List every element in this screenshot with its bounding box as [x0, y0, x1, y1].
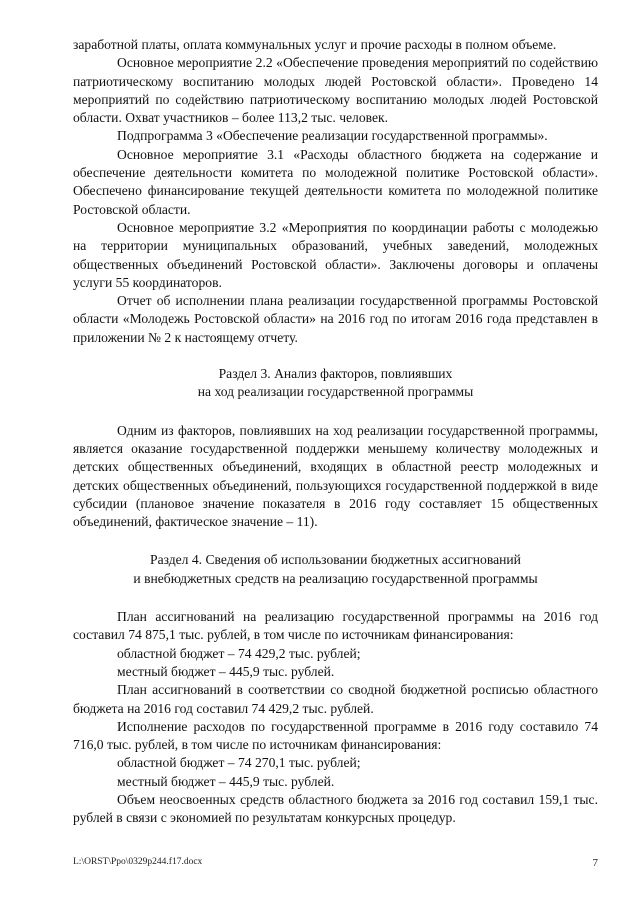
- section-3-heading-line-1: Раздел 3. Анализ факторов, повлиявших: [218, 366, 453, 382]
- spacer: [73, 531, 598, 551]
- paragraph-activity-2-2: Основное мероприятие 2.2 «Обеспечение проведения мероприятий по содействию патриотическому воспитанию молодых людей Ростовской области». Проведено 14 мероприятий по содействию патриотическому воспитанию молодых людей Ростовской области. Охват участников – более 113,2 тыс. человек.: [73, 55, 598, 126]
- paragraph-regional-budget-plan: областной бюджет – 74 429,2 тыс. рублей;: [117, 645, 361, 661]
- paragraph-activity-3-1: Основное мероприятие 3.1 «Расходы областного бюджета на содержание и обеспечение деятельности комитета по молодежной политике Ростовской области». Обеспечено финансирование текущей деятельности комитета по молодежной политике Ростовской области.: [73, 146, 598, 217]
- spacer: [73, 402, 598, 422]
- paragraph-unspent-funds: Объем неосвоенных средств областного бюджета за 2016 год составил 159,1 тыс. рублей в связи с экономией по результатам конкурсных процедур.: [73, 791, 598, 826]
- paragraph-salary-expenses: заработной платы, оплата коммунальных услуг и прочие расходы в полном объеме.: [73, 37, 557, 52]
- paragraph-activity-3-2: Основное мероприятие 3.2 «Мероприятия по координации работы с молодежью на территории муниципальных образований, учебных заведений, молодежных общественных объединений Ростовской области». Заключены договоры и оплачены услуги 55 координаторов.: [73, 219, 598, 290]
- section-4-heading-line-1: Раздел 4. Сведения об использовании бюджетных ассигнований: [150, 552, 521, 568]
- paragraph-factors-analysis: Одним из факторов, повлиявших на ход реализации государственной программы, является оказание государственной поддержки меньшему количеству молодежных и детских общественных объединений, входящих в областной реестр молодежных и детских общественных объединений, пользующихся государственной поддержкой в виде субсидии (плановое значение показателя в 2016 году составляет 15 общественных объединений, фактическое значение – 11).: [73, 422, 598, 530]
- paragraph-execution: Исполнение расходов по государственной программе в 2016 году составило 74 716,0 тыс. рублей, в том числе по источникам финансирования:: [73, 718, 598, 753]
- page-number: 7: [592, 857, 598, 869]
- paragraph-consolidated-budget: План ассигнований в соответствии со сводной бюджетной росписью областного бюджета на 2016 год составил 74 429,2 тыс. рублей.: [73, 682, 598, 716]
- footer-file-path: L:\ORST\Ppo\0329p244.f17.docx: [73, 857, 203, 867]
- document-page: [73, 36, 598, 828]
- section-3-heading-line-2: на ход реализации государственной программы: [197, 384, 474, 400]
- section-4-heading-line-2: и внебюджетных средств на реализацию государственной программы: [133, 570, 538, 586]
- paragraph-report-reference: Отчет об исполнении плана реализации государственной программы Ростовской области «Молодежь Ростовской области» на 2016 год по итогам 2016 года представлен в приложении № 2 к настоящему отчету.: [73, 293, 598, 345]
- paragraph-local-budget-execution: местный бюджет – 445,9 тыс. рублей.: [117, 773, 335, 789]
- spacer: [73, 347, 598, 365]
- paragraph-regional-budget-execution: областной бюджет – 74 270,1 тыс. рублей;: [117, 755, 361, 771]
- paragraph-local-budget-plan: местный бюджет – 445,9 тыс. рублей.: [117, 663, 335, 679]
- spacer: [73, 588, 598, 608]
- paragraph-allocation-plan: План ассигнований на реализацию государственной программы на 2016 год составил 74 875,1 тыс. рублей, в том числе по источникам финансирования:: [73, 609, 598, 643]
- paragraph-subprogram-3: Подпрограмма 3 «Обеспечение реализации государственной программы».: [117, 128, 548, 144]
